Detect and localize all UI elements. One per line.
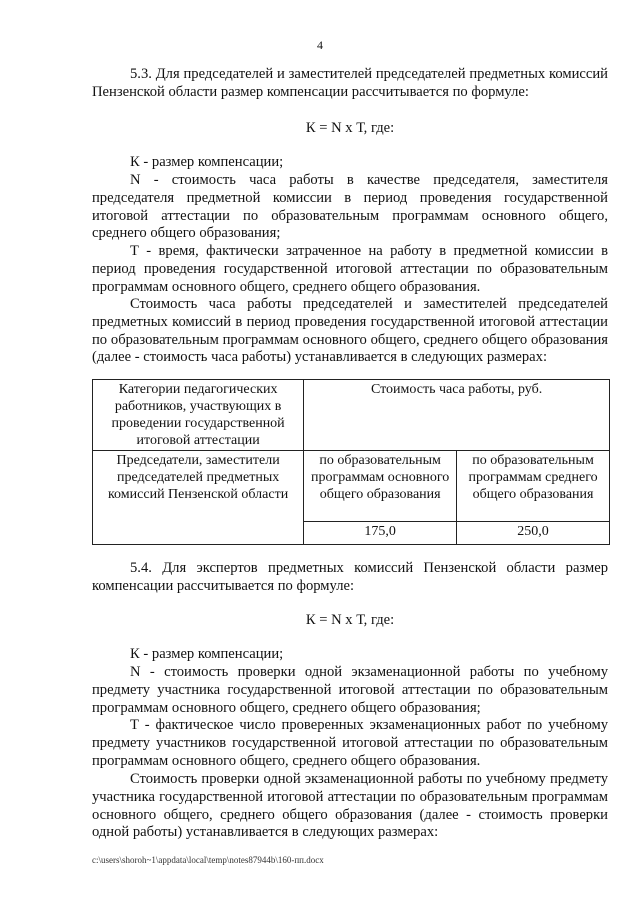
definition-n-5-3: N - стоимость часа работы в качестве председателя, заместителя председателя предметной комиссии в период проведения государственной итоговой аттестации по образовательным программам основного общего, среднего общего образования;	[92, 172, 608, 242]
section-5-3-intro: 5.3. Для председателей и заместителей председателей предметных комиссий Пензенской области размер компенсации рассчитывается по формуле:	[92, 66, 608, 100]
footer-file-path: c:\users\shoroh~1\appdata\local\temp\notes87944b\160-пп.docx	[92, 855, 324, 865]
table-value-secondary: 250,0	[457, 522, 610, 545]
formula-5-3: К = N х Т, где:	[305, 120, 395, 136]
table-row	[93, 451, 610, 522]
cost-paragraph-5-4: Стоимость проверки одной экзаменационной работы по учебному предмету участника государственной итоговой аттестации по образовательным программам основного общего, среднего общего образования (далее - стоимость проверки одной работы) устанавливается в следующих размерах:	[92, 771, 608, 841]
definition-t-5-3: Т - время, фактически затраченное на работу в предметной комиссии в период проведения государственной итоговой аттестации по образовательным программам основного общего, среднего общего образования.	[92, 243, 608, 295]
cost-table	[92, 379, 610, 545]
definition-k-5-4: К - размер компенсации;	[130, 646, 284, 662]
table-value-basic: 175,0	[304, 522, 457, 545]
page-number: 4	[317, 38, 323, 52]
cost-paragraph-5-3: Стоимость часа работы председателей и заместителей председателей предметных комиссий в период проведения государственной итоговой аттестации по образовательным программам основного общего, среднего общего образования (далее - стоимость часа работы) устанавливается в следующих размерах:	[92, 296, 608, 366]
definition-k-5-3: К - размер компенсации;	[130, 154, 284, 170]
table-header-row	[93, 380, 610, 451]
table-header-categories: Категории педагогических работников, участвующих в проведении государственной итоговой аттестации	[93, 380, 304, 451]
formula-5-4: К = N х Т, где:	[305, 612, 395, 628]
definition-n-5-4: N - стоимость проверки одной экзаменационной работы по учебному предмету участника государственной итоговой аттестации по образовательным программам основного общего, среднего общего образования;	[92, 664, 608, 716]
section-5-4-intro: 5.4. Для экспертов предметных комиссий Пензенской области размер компенсации рассчитывается по формуле:	[92, 560, 608, 594]
table-header-cost: Стоимость часа работы, руб.	[304, 380, 610, 451]
table-row-label: Председатели, заместители председателей предметных комиссий Пензенской области	[93, 451, 304, 545]
table-subheader-basic: по образовательным программам основного общего образования	[304, 451, 457, 522]
table-subheader-secondary: по образовательным программам среднего общего образования	[457, 451, 610, 522]
definition-t-5-4: Т - фактическое число проверенных экзаменационных работ по учебному предмету участников государственной итоговой аттестации по образовательным программам основного общего, среднего общего образования.	[92, 717, 608, 769]
